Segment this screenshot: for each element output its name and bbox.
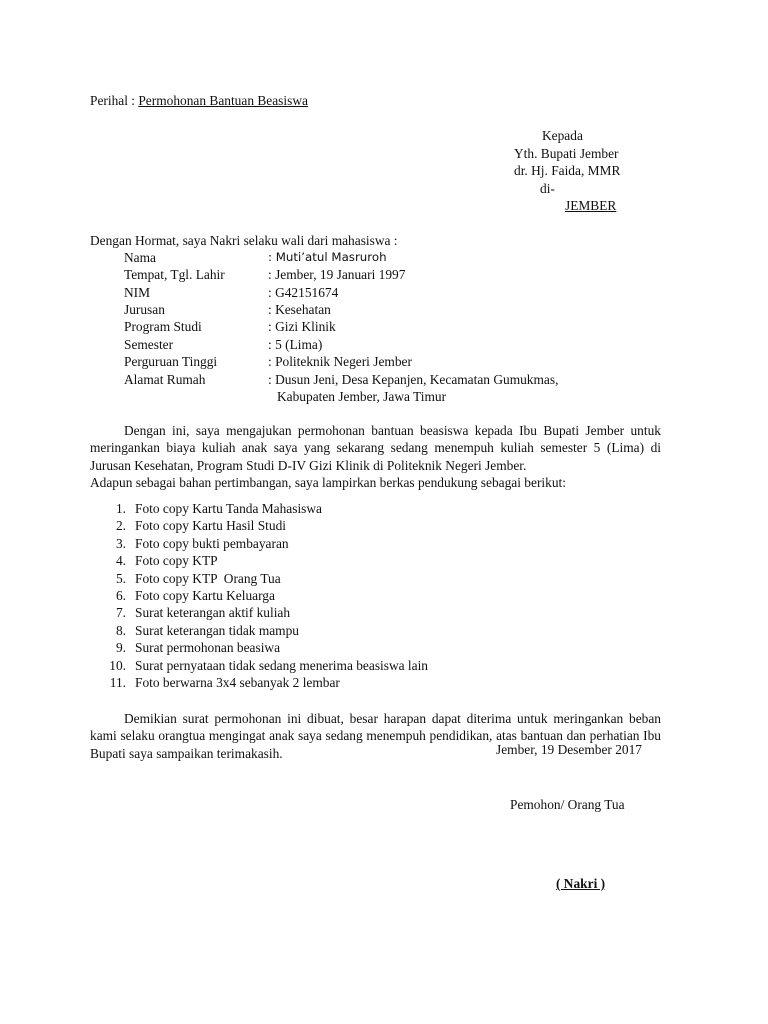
- identity-value: : G42151674: [268, 285, 339, 300]
- list-item-number: 6.: [115, 587, 126, 603]
- list-item-number: 9.: [115, 640, 126, 656]
- subject-text: Permohonan Bantuan Beasiswa: [138, 93, 308, 108]
- identity-value: : Kesehatan: [268, 302, 331, 317]
- identity-value: : Gizi Klinik: [268, 319, 336, 334]
- recipient-di: di-: [540, 181, 555, 196]
- list-item: [0, 674, 768, 691]
- identity-row-alamat-cont: [0, 388, 768, 406]
- list-item: [0, 500, 768, 517]
- identity-label: Perguruan Tinggi: [124, 354, 218, 369]
- identity-value: : Dusun Jeni, Desa Kepanjen, Kecamatan Gumukmas,: [268, 372, 559, 387]
- identity-row-alamat: [0, 371, 768, 389]
- address-continuation: Kabupaten Jember, Jawa Timur: [277, 389, 447, 404]
- signer-name: ( Nakri ): [556, 876, 606, 891]
- list-item-text: Foto berwarna 3x4 sebanyak 2 lembar: [135, 674, 340, 690]
- subject-label: Perihal :: [90, 93, 139, 108]
- list-item-text: Foto copy Kartu Keluarga: [135, 587, 275, 603]
- recipient-title: Yth. Bupati Jember: [514, 146, 619, 161]
- list-item-text: Foto copy KTP: [135, 553, 218, 569]
- attachments-list: [0, 500, 768, 691]
- greeting: Dengan Hormat, saya Nakri selaku wali dari mahasiswa :: [90, 233, 398, 248]
- identity-row-prodi: [0, 318, 768, 336]
- identity-value: : Muti’atul Masruroh: [268, 250, 387, 264]
- identity-label: Alamat Rumah: [124, 372, 206, 387]
- list-item-number: 2.: [115, 518, 126, 534]
- identity-row-semester: [0, 336, 768, 354]
- subject-line: [90, 92, 308, 109]
- recipient-kepada: Kepada: [542, 128, 583, 143]
- list-item-number: 10.: [109, 657, 126, 673]
- recipient-city: JEMBER: [565, 198, 617, 213]
- identity-value: : Jember, 19 Januari 1997: [268, 267, 406, 282]
- list-item: [0, 604, 768, 621]
- list-item: [0, 570, 768, 587]
- list-item: [0, 535, 768, 552]
- identity-value: : 5 (Lima): [268, 337, 323, 352]
- identity-row-jurusan: [0, 301, 768, 319]
- recipient-name: dr. Hj. Faida, MMR: [514, 163, 621, 178]
- list-item: [0, 587, 768, 604]
- list-item-text: Foto copy Kartu Hasil Studi: [135, 518, 287, 534]
- list-item-text: Surat keterangan aktif kuliah: [135, 605, 291, 621]
- identity-label: Jurusan: [124, 302, 165, 317]
- list-item-number: 11.: [109, 674, 126, 690]
- signer-role: Pemohon/ Orang Tua: [510, 797, 625, 812]
- list-item: [0, 639, 768, 656]
- list-item: [0, 552, 768, 569]
- identity-label: NIM: [124, 285, 151, 300]
- identity-label: Program Studi: [124, 319, 202, 334]
- list-item-text: Foto copy Kartu Tanda Mahasiswa: [135, 501, 322, 516]
- list-item-text: Surat keterangan tidak mampu: [135, 622, 299, 638]
- body-paragraph: [90, 422, 661, 492]
- list-item-text: Surat permohonan beasiwa: [135, 640, 281, 656]
- identity-row-ttl: [0, 266, 768, 284]
- attachments-intro: Adapun sebagai bahan pertimbangan, saya lampirkan berkas pendukung sebagai berikut:: [90, 475, 566, 491]
- list-item-number: 4.: [115, 553, 126, 569]
- identity-label: Semester: [124, 337, 174, 352]
- list-item-text: Foto copy KTP Orang Tua: [135, 570, 281, 586]
- list-item: [0, 622, 768, 639]
- list-item-text: Surat pernyataan tidak sedang menerima beasiswa lain: [135, 657, 428, 673]
- list-item-number: 8.: [115, 622, 126, 638]
- identity-label: Tempat, Tgl. Lahir: [124, 267, 225, 282]
- identity-label: Nama: [124, 250, 156, 265]
- list-item: [0, 517, 768, 534]
- list-item: [0, 657, 768, 674]
- list-item-text: Foto copy bukti pembayaran: [135, 535, 289, 551]
- place-date: Jember, 19 Desember 2017: [496, 742, 642, 757]
- list-item-number: 5.: [115, 570, 126, 586]
- list-item-number: 3.: [115, 535, 126, 551]
- body-paragraph-text: Dengan ini, saya mengajukan permohonan bantuan beasiswa kepada Ibu Bupati Jember untuk meringankan biaya kuliah anak saya yang sekarang sedang menempuh kuliah semester 5 (Lima) di Jurusan Kesehatan, Program Studi D-IV Gizi Klinik di Politeknik Negeri Jember.: [90, 423, 661, 473]
- list-item-number: 7.: [115, 605, 126, 621]
- identity-row-nama: [0, 249, 768, 267]
- identity-row-pt: [0, 353, 768, 371]
- identity-value: : Politeknik Negeri Jember: [268, 354, 412, 369]
- list-item-number: 1.: [115, 501, 126, 516]
- closing-paragraph-text: Demikian surat permohonan ini dibuat, besar harapan dapat diterima untuk meringankan beban kami selaku orangtua mengingat anak saya sedang menempuh pendidikan, atas bantuan dan perhatian Ibu Bupati saya sampaikan terimakasih.: [90, 711, 661, 761]
- identity-row-nim: [0, 284, 768, 302]
